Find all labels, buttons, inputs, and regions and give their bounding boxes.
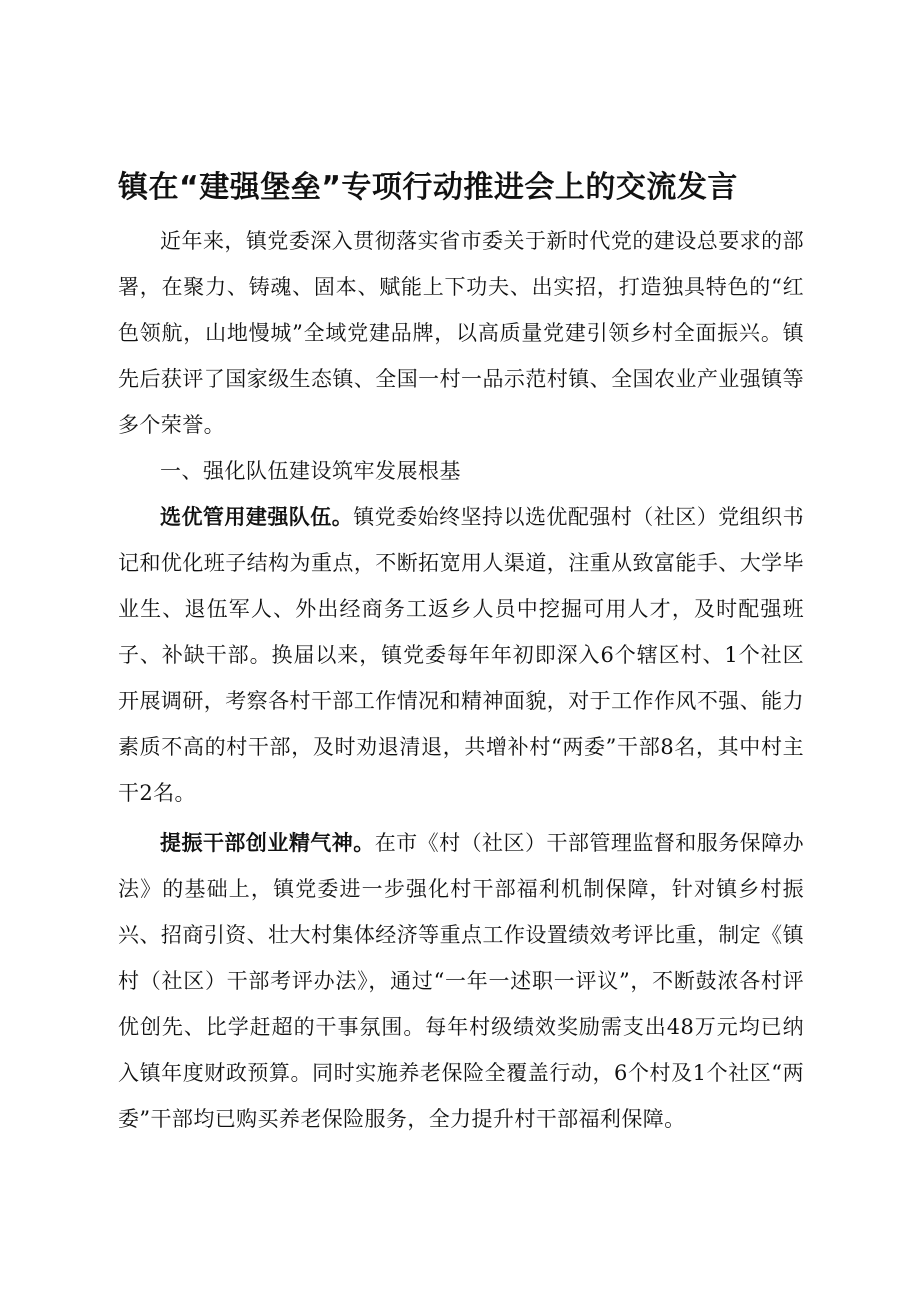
document-body	[118, 218, 804, 1142]
paragraph-team-building	[118, 494, 804, 816]
paragraph-lead: 提振干部创业精气神。	[160, 831, 375, 855]
paragraph-cadre-spirit	[118, 820, 804, 1142]
intro-paragraph: 近年来，镇党委深入贯彻落实省市委关于新时代党的建设总要求的部署，在聚力、铸魂、固本、赋能上下功夫、出实招，打造独具特色的“红色领航，山地慢城”全域党建品牌，以高质量党建引领乡村全面振兴。镇先后获评了国家级生态镇、全国一村一品示范村镇、全国农业产业强镇等多个荣誉。	[118, 229, 804, 437]
paragraph-lead: 选优管用建强队伍。	[160, 505, 354, 529]
document-title: 镇在“建强堡垒”专项行动推进会上的交流发言	[118, 170, 738, 205]
paragraph-text: 镇党委始终坚持以选优配强村（社区）党组织书记和优化班子结构为重点，不断拓宽用人渠道，注重从致富能手、大学毕业生、退伍军人、外出经商务工返乡人员中挖掘可用人才，及时配强班子、补缺干部。换届以来，镇党委每年年初即深入6个辖区村、1个社区开展调研，考察各村干部工作情况和精神面貌，对于工作作风不强、能力素质不高的村干部，及时劝退清退，共增补村“两委”干部8名，其中村主干2名。	[118, 505, 804, 805]
paragraph-text: 在市《村（社区）干部管理监督和服务保障办法》的基础上，镇党委进一步强化村干部福利机制保障，针对镇乡村振兴、招商引资、壮大村集体经济等重点工作设置绩效考评比重，制定《镇村（社区）干部考评办法》，通过“一年一述职一评议”，不断鼓浓各村评优创先、比学赶超的干事氛围。每年村级绩效奖励需支出48万元均已纳入镇年度财政预算。同时实施养老保险全覆盖行动，6个村及1个社区“两委”干部均已购买养老保险服务，全力提升村干部福利保障。	[118, 831, 805, 1131]
section-heading-1: 一、强化队伍建设筑牢发展根基	[160, 459, 461, 483]
